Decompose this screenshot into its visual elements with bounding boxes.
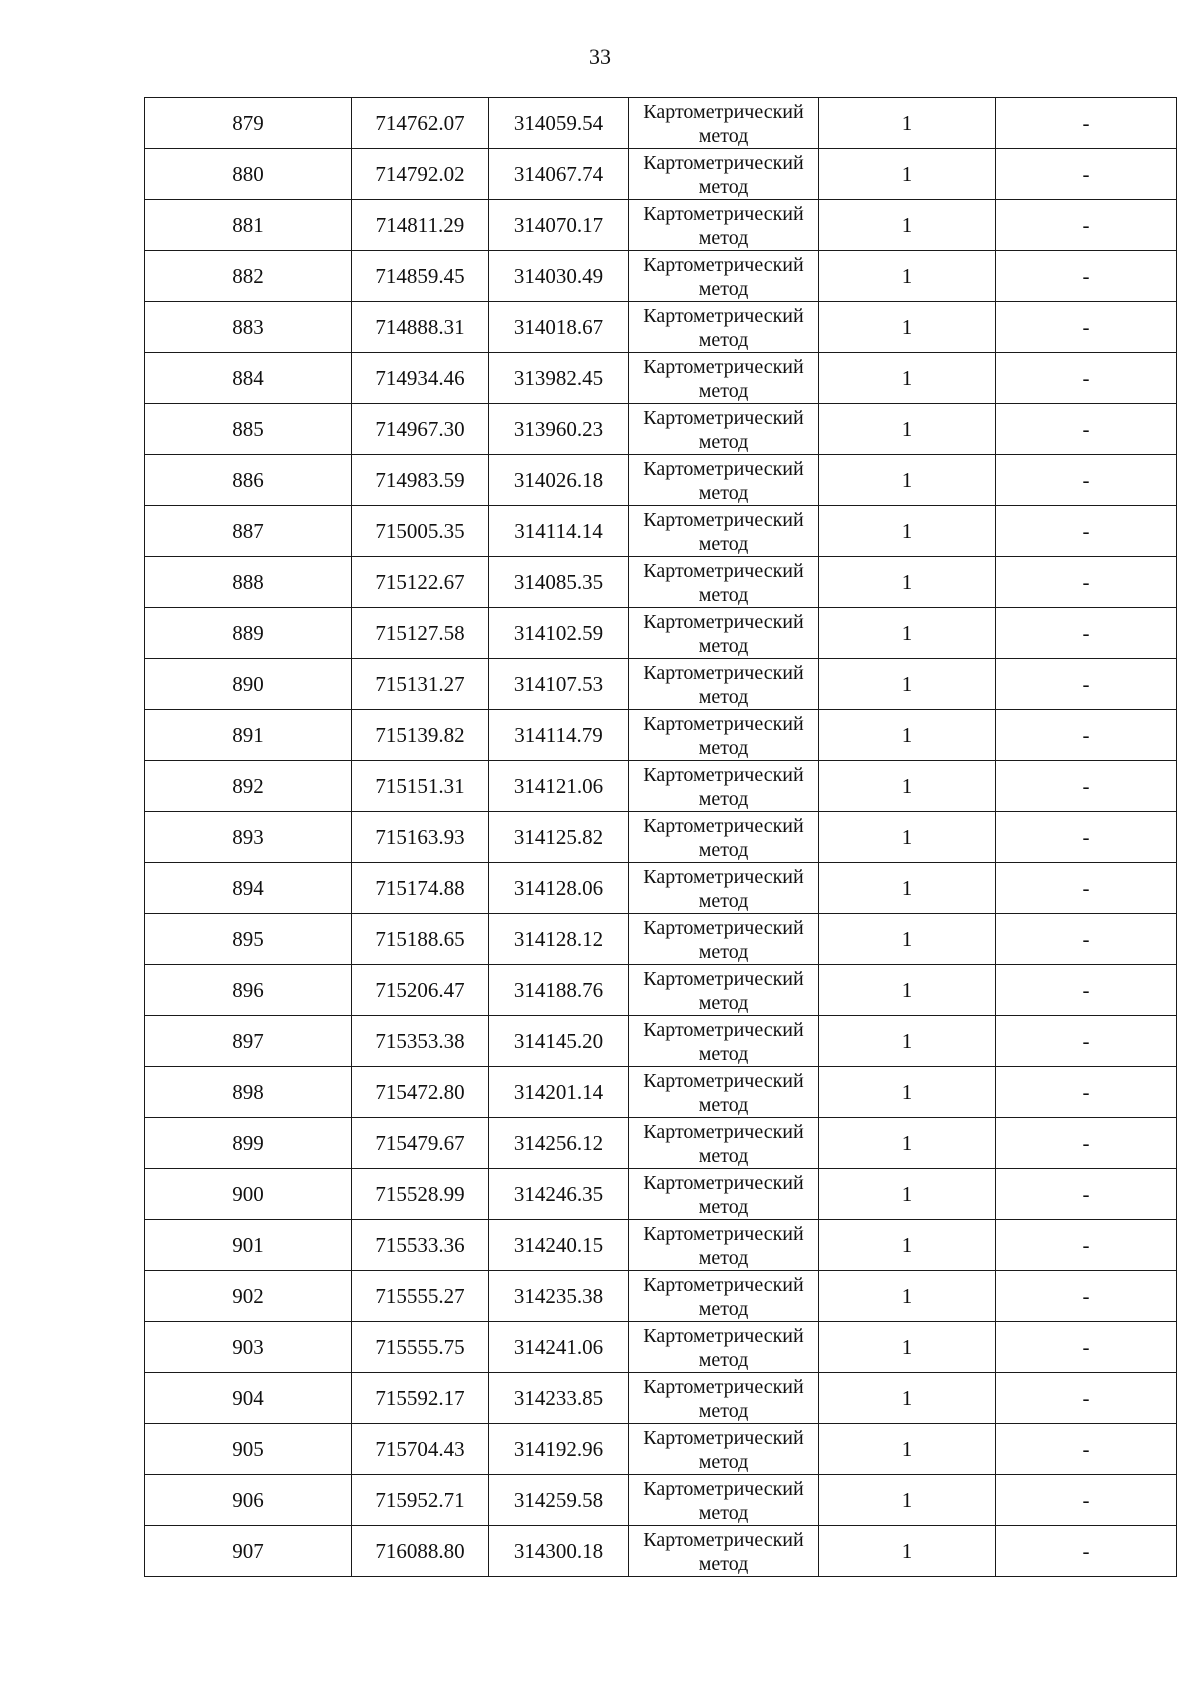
cell-method	[629, 863, 819, 914]
coordinates-table	[144, 97, 1177, 1577]
method-text: Картометрический метод	[643, 866, 804, 912]
cell-method	[629, 1475, 819, 1526]
cell-x-coordinate: 715952.71	[352, 1475, 489, 1526]
table-row	[145, 710, 1177, 761]
table-row	[145, 965, 1177, 1016]
cell-accuracy: 1	[819, 302, 996, 353]
cell-point-number: 894	[145, 863, 352, 914]
cell-x-coordinate: 714934.46	[352, 353, 489, 404]
cell-method	[629, 659, 819, 710]
cell-x-coordinate: 714888.31	[352, 302, 489, 353]
method-text: Картометрический метод	[643, 203, 804, 249]
cell-accuracy: 1	[819, 506, 996, 557]
cell-method	[629, 1169, 819, 1220]
cell-point-number: 889	[145, 608, 352, 659]
cell-note: -	[996, 200, 1177, 251]
cell-x-coordinate: 715139.82	[352, 710, 489, 761]
method-text: Картометрический метод	[643, 713, 804, 759]
cell-x-coordinate: 715127.58	[352, 608, 489, 659]
cell-note: -	[996, 659, 1177, 710]
cell-note: -	[996, 404, 1177, 455]
cell-method	[629, 965, 819, 1016]
cell-x-coordinate: 714811.29	[352, 200, 489, 251]
table-row	[145, 200, 1177, 251]
cell-x-coordinate: 714983.59	[352, 455, 489, 506]
cell-y-coordinate: 313982.45	[489, 353, 629, 404]
cell-note: -	[996, 1067, 1177, 1118]
method-text: Картометрический метод	[643, 1019, 804, 1065]
method-text: Картометрический метод	[643, 1172, 804, 1218]
cell-accuracy: 1	[819, 1424, 996, 1475]
cell-note: -	[996, 1526, 1177, 1577]
cell-note: -	[996, 1118, 1177, 1169]
cell-method	[629, 914, 819, 965]
table-row	[145, 1118, 1177, 1169]
cell-note: -	[996, 1169, 1177, 1220]
cell-y-coordinate: 314030.49	[489, 251, 629, 302]
cell-accuracy: 1	[819, 914, 996, 965]
cell-point-number: 885	[145, 404, 352, 455]
cell-accuracy: 1	[819, 965, 996, 1016]
cell-note: -	[996, 863, 1177, 914]
cell-x-coordinate: 715592.17	[352, 1373, 489, 1424]
cell-x-coordinate: 715472.80	[352, 1067, 489, 1118]
cell-point-number: 879	[145, 98, 352, 149]
cell-y-coordinate: 314102.59	[489, 608, 629, 659]
method-text: Картометрический метод	[643, 1274, 804, 1320]
cell-x-coordinate: 715555.27	[352, 1271, 489, 1322]
cell-accuracy: 1	[819, 659, 996, 710]
table-row	[145, 455, 1177, 506]
cell-accuracy: 1	[819, 1118, 996, 1169]
cell-accuracy: 1	[819, 863, 996, 914]
cell-note: -	[996, 149, 1177, 200]
cell-note: -	[996, 98, 1177, 149]
table-row	[145, 761, 1177, 812]
table-row	[145, 863, 1177, 914]
method-text: Картометрический метод	[643, 815, 804, 861]
method-text: Картометрический метод	[643, 917, 804, 963]
cell-x-coordinate: 715188.65	[352, 914, 489, 965]
cell-y-coordinate: 314059.54	[489, 98, 629, 149]
cell-y-coordinate: 314235.38	[489, 1271, 629, 1322]
table-row	[145, 149, 1177, 200]
table-row	[145, 353, 1177, 404]
method-text: Картометрический метод	[643, 458, 804, 504]
cell-x-coordinate: 714762.07	[352, 98, 489, 149]
method-text: Картометрический метод	[643, 152, 804, 198]
cell-y-coordinate: 314145.20	[489, 1016, 629, 1067]
cell-accuracy: 1	[819, 455, 996, 506]
cell-note: -	[996, 1373, 1177, 1424]
cell-x-coordinate: 716088.80	[352, 1526, 489, 1577]
method-text: Картометрический метод	[643, 101, 804, 147]
cell-note: -	[996, 455, 1177, 506]
cell-y-coordinate: 314114.14	[489, 506, 629, 557]
table-row	[145, 1322, 1177, 1373]
cell-method	[629, 404, 819, 455]
cell-method	[629, 302, 819, 353]
cell-y-coordinate: 314121.06	[489, 761, 629, 812]
cell-point-number: 897	[145, 1016, 352, 1067]
table-row	[145, 1271, 1177, 1322]
cell-point-number: 891	[145, 710, 352, 761]
method-text: Картометрический метод	[643, 509, 804, 555]
cell-accuracy: 1	[819, 353, 996, 404]
table-row	[145, 506, 1177, 557]
cell-method	[629, 812, 819, 863]
cell-x-coordinate: 715151.31	[352, 761, 489, 812]
cell-point-number: 895	[145, 914, 352, 965]
cell-accuracy: 1	[819, 557, 996, 608]
method-text: Картометрический метод	[643, 305, 804, 351]
cell-note: -	[996, 302, 1177, 353]
cell-y-coordinate: 314241.06	[489, 1322, 629, 1373]
cell-method	[629, 1016, 819, 1067]
cell-accuracy: 1	[819, 1322, 996, 1373]
cell-y-coordinate: 314107.53	[489, 659, 629, 710]
cell-point-number: 907	[145, 1526, 352, 1577]
cell-point-number: 905	[145, 1424, 352, 1475]
cell-method	[629, 1424, 819, 1475]
cell-method	[629, 1118, 819, 1169]
cell-accuracy: 1	[819, 812, 996, 863]
table-row	[145, 98, 1177, 149]
cell-y-coordinate: 314240.15	[489, 1220, 629, 1271]
cell-method	[629, 557, 819, 608]
cell-note: -	[996, 914, 1177, 965]
cell-point-number: 880	[145, 149, 352, 200]
method-text: Картометрический метод	[643, 1121, 804, 1167]
cell-note: -	[996, 557, 1177, 608]
cell-y-coordinate: 314067.74	[489, 149, 629, 200]
cell-point-number: 903	[145, 1322, 352, 1373]
cell-method	[629, 1373, 819, 1424]
cell-accuracy: 1	[819, 1271, 996, 1322]
cell-point-number: 896	[145, 965, 352, 1016]
table-row	[145, 608, 1177, 659]
cell-y-coordinate: 314125.82	[489, 812, 629, 863]
cell-point-number: 900	[145, 1169, 352, 1220]
cell-point-number: 906	[145, 1475, 352, 1526]
cell-note: -	[996, 1424, 1177, 1475]
cell-method	[629, 761, 819, 812]
cell-note: -	[996, 1271, 1177, 1322]
method-text: Картометрический метод	[643, 254, 804, 300]
cell-point-number: 881	[145, 200, 352, 251]
cell-accuracy: 1	[819, 1067, 996, 1118]
cell-accuracy: 1	[819, 200, 996, 251]
cell-method	[629, 608, 819, 659]
cell-y-coordinate: 314192.96	[489, 1424, 629, 1475]
cell-x-coordinate: 715163.93	[352, 812, 489, 863]
cell-point-number: 904	[145, 1373, 352, 1424]
cell-method	[629, 98, 819, 149]
cell-point-number: 882	[145, 251, 352, 302]
cell-x-coordinate: 715353.38	[352, 1016, 489, 1067]
table-body	[145, 98, 1177, 1577]
cell-y-coordinate: 314246.35	[489, 1169, 629, 1220]
table-row	[145, 1220, 1177, 1271]
cell-point-number: 883	[145, 302, 352, 353]
cell-accuracy: 1	[819, 149, 996, 200]
cell-y-coordinate: 314114.79	[489, 710, 629, 761]
page-number: 33	[589, 44, 611, 69]
cell-y-coordinate: 313960.23	[489, 404, 629, 455]
table-row	[145, 1526, 1177, 1577]
cell-point-number: 898	[145, 1067, 352, 1118]
table-row	[145, 659, 1177, 710]
table-row	[145, 1475, 1177, 1526]
cell-note: -	[996, 1220, 1177, 1271]
table-row	[145, 812, 1177, 863]
cell-note: -	[996, 812, 1177, 863]
cell-y-coordinate: 314201.14	[489, 1067, 629, 1118]
cell-note: -	[996, 506, 1177, 557]
cell-accuracy: 1	[819, 1526, 996, 1577]
cell-y-coordinate: 314300.18	[489, 1526, 629, 1577]
cell-note: -	[996, 608, 1177, 659]
cell-method	[629, 710, 819, 761]
cell-accuracy: 1	[819, 710, 996, 761]
cell-x-coordinate: 714792.02	[352, 149, 489, 200]
table-row	[145, 404, 1177, 455]
cell-note: -	[996, 1016, 1177, 1067]
cell-x-coordinate: 715479.67	[352, 1118, 489, 1169]
cell-x-coordinate: 715533.36	[352, 1220, 489, 1271]
cell-method	[629, 1322, 819, 1373]
cell-x-coordinate: 714967.30	[352, 404, 489, 455]
cell-x-coordinate: 715122.67	[352, 557, 489, 608]
cell-method	[629, 506, 819, 557]
cell-accuracy: 1	[819, 1169, 996, 1220]
cell-point-number: 890	[145, 659, 352, 710]
cell-x-coordinate: 715206.47	[352, 965, 489, 1016]
method-text: Картометрический метод	[643, 1376, 804, 1422]
table-row	[145, 1373, 1177, 1424]
cell-y-coordinate: 314070.17	[489, 200, 629, 251]
method-text: Картометрический метод	[643, 611, 804, 657]
cell-y-coordinate: 314233.85	[489, 1373, 629, 1424]
cell-x-coordinate: 715005.35	[352, 506, 489, 557]
cell-y-coordinate: 314018.67	[489, 302, 629, 353]
method-text: Картометрический метод	[643, 407, 804, 453]
cell-accuracy: 1	[819, 1016, 996, 1067]
cell-accuracy: 1	[819, 1475, 996, 1526]
method-text: Картометрический метод	[643, 1223, 804, 1269]
cell-method	[629, 251, 819, 302]
cell-x-coordinate: 715704.43	[352, 1424, 489, 1475]
cell-note: -	[996, 965, 1177, 1016]
cell-y-coordinate: 314128.12	[489, 914, 629, 965]
table-row	[145, 1169, 1177, 1220]
table-row	[145, 1016, 1177, 1067]
cell-method	[629, 353, 819, 404]
cell-point-number: 884	[145, 353, 352, 404]
table-row	[145, 251, 1177, 302]
cell-method	[629, 1271, 819, 1322]
cell-note: -	[996, 1322, 1177, 1373]
method-text: Картометрический метод	[643, 1529, 804, 1575]
cell-x-coordinate: 715131.27	[352, 659, 489, 710]
table-row	[145, 302, 1177, 353]
cell-point-number: 899	[145, 1118, 352, 1169]
cell-note: -	[996, 710, 1177, 761]
method-text: Картометрический метод	[643, 662, 804, 708]
cell-point-number: 892	[145, 761, 352, 812]
cell-y-coordinate: 314085.35	[489, 557, 629, 608]
cell-accuracy: 1	[819, 761, 996, 812]
cell-method	[629, 455, 819, 506]
cell-accuracy: 1	[819, 1373, 996, 1424]
cell-accuracy: 1	[819, 1220, 996, 1271]
method-text: Картометрический метод	[643, 356, 804, 402]
table-row	[145, 557, 1177, 608]
cell-y-coordinate: 314128.06	[489, 863, 629, 914]
cell-point-number: 888	[145, 557, 352, 608]
cell-method	[629, 149, 819, 200]
method-text: Картометрический метод	[643, 764, 804, 810]
cell-note: -	[996, 251, 1177, 302]
cell-method	[629, 1526, 819, 1577]
method-text: Картометрический метод	[643, 1427, 804, 1473]
cell-y-coordinate: 314259.58	[489, 1475, 629, 1526]
cell-x-coordinate: 714859.45	[352, 251, 489, 302]
cell-y-coordinate: 314188.76	[489, 965, 629, 1016]
method-text: Картометрический метод	[643, 1478, 804, 1524]
cell-x-coordinate: 715555.75	[352, 1322, 489, 1373]
cell-accuracy: 1	[819, 98, 996, 149]
cell-point-number: 886	[145, 455, 352, 506]
method-text: Картометрический метод	[643, 1325, 804, 1371]
cell-point-number: 893	[145, 812, 352, 863]
method-text: Картометрический метод	[643, 968, 804, 1014]
table-row	[145, 1424, 1177, 1475]
cell-note: -	[996, 1475, 1177, 1526]
cell-point-number: 887	[145, 506, 352, 557]
cell-note: -	[996, 761, 1177, 812]
cell-x-coordinate: 715528.99	[352, 1169, 489, 1220]
table-row	[145, 914, 1177, 965]
cell-point-number: 902	[145, 1271, 352, 1322]
cell-x-coordinate: 715174.88	[352, 863, 489, 914]
cell-note: -	[996, 353, 1177, 404]
cell-method	[629, 200, 819, 251]
cell-accuracy: 1	[819, 251, 996, 302]
cell-method	[629, 1067, 819, 1118]
cell-y-coordinate: 314256.12	[489, 1118, 629, 1169]
cell-method	[629, 1220, 819, 1271]
method-text: Картометрический метод	[643, 560, 804, 606]
cell-y-coordinate: 314026.18	[489, 455, 629, 506]
cell-accuracy: 1	[819, 608, 996, 659]
table-row	[145, 1067, 1177, 1118]
method-text: Картометрический метод	[643, 1070, 804, 1116]
cell-accuracy: 1	[819, 404, 996, 455]
cell-point-number: 901	[145, 1220, 352, 1271]
